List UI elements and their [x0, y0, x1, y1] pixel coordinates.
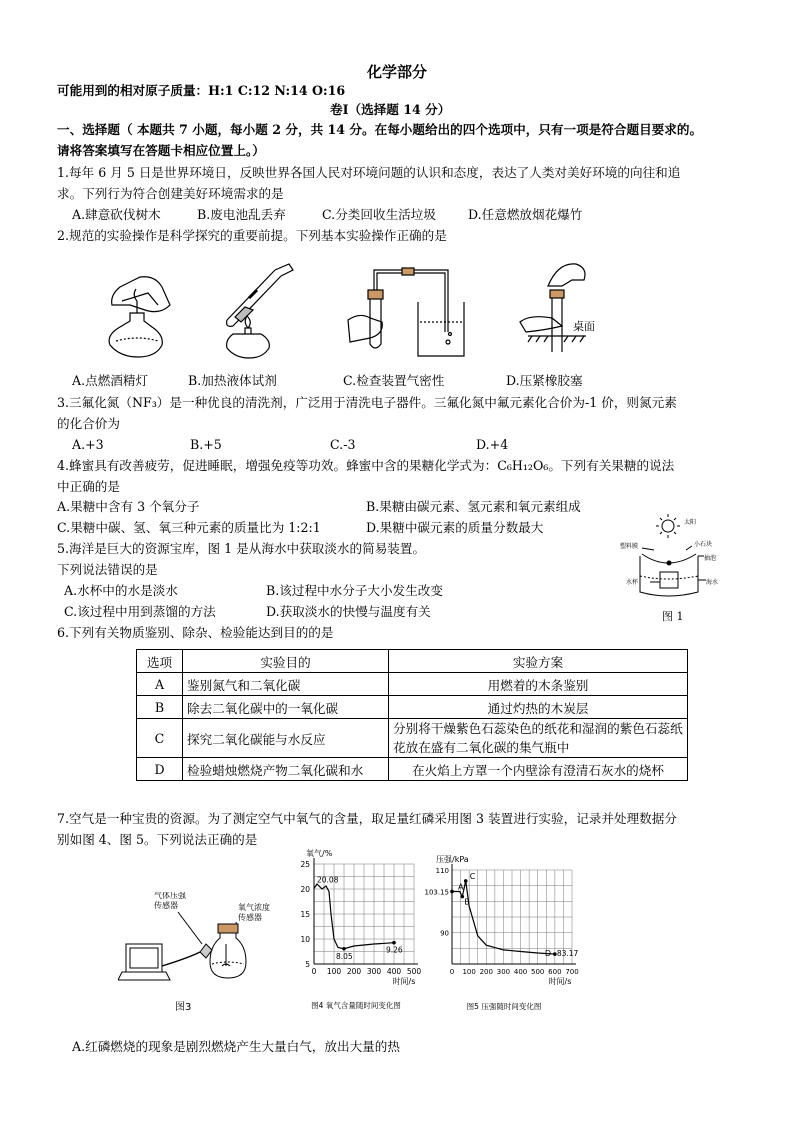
table-cell-option: D: [137, 758, 183, 781]
table-cell-purpose: 探究二氧化碳能与水反应: [183, 719, 389, 758]
table-header-option: 选项: [137, 650, 183, 673]
q5-option-a: A.水杯中的水是淡水: [64, 583, 178, 598]
q3-option-c: C.-3: [330, 437, 356, 452]
section-instructions-line1: 一、选择题（ 本题共 7 小题，每小题 2 分，共 14 分。在每小题给出的四个选项中，只有一项是符合题目要求的。: [57, 122, 703, 137]
q5-stem-line2: 下列说法错误的是: [57, 562, 158, 577]
page-title: 化学部分: [367, 63, 428, 81]
q4-stem-line2: 中正确的是: [57, 479, 120, 494]
table-header-purpose: 实验目的: [183, 650, 389, 673]
table-cell-option: A: [137, 673, 183, 696]
q3-stem-line2: 的化合价为: [57, 416, 120, 431]
point-label: B: [464, 897, 470, 907]
q2-option-d: D.压紧橡胶塞: [506, 373, 583, 388]
data-point: [450, 890, 454, 894]
q3-stem-line1: 3.三氟化氮（NF₃）是一种优良的清洗剂，广泛用于清洗电子器件。三氟化氮中氟元素化合价为-1 价，则氮元素: [57, 395, 677, 410]
point-label: C: [469, 871, 476, 881]
q1-stem-line2: 求。下列行为符合创建美好环境需求的是: [57, 186, 284, 201]
x-tick-label: 400: [386, 967, 402, 976]
x-axis-label: 时间/s: [392, 977, 416, 986]
table-cell-purpose: 检验蜡烛燃烧产物二氧化碳和水: [183, 758, 389, 781]
fig1-label-seawater: 海水: [706, 579, 719, 586]
table-cell-plan: 用燃着的木条鉴别: [389, 673, 688, 696]
section-instructions-line2: 请将答案填写在答题卡相应位置上。）: [57, 143, 265, 158]
table-row: [137, 696, 688, 719]
point-label: A: [458, 882, 464, 892]
y-tick-label: 10: [300, 935, 310, 944]
q4-option-b: B.果糖由碳元素、氢元素和氧元素组成: [366, 499, 581, 514]
experiment-table: [136, 649, 688, 781]
desk-label: 桌面: [573, 320, 595, 333]
figure-4-oxygen-chart: [286, 846, 426, 1016]
q3-option-a: A.+3: [72, 437, 104, 452]
q2-option-c: C.检查装置气密性: [343, 373, 445, 388]
q5-option-d: D.获取淡水的快慢与温度有关: [266, 604, 431, 619]
y-axis-label: 氧气/%: [306, 849, 333, 858]
figure-5-pressure-chart: [424, 852, 586, 1016]
y-tick-label: 15: [300, 910, 310, 919]
pressing-stopper-figure: [516, 256, 606, 360]
atomic-mass-line: 可能用到的相对原子质量：H:1 C:12 N:14 O:16: [57, 83, 346, 98]
fig1-label-stone: 小石块: [694, 541, 713, 548]
q1-option-d: D.任意燃放烟花爆竹: [468, 207, 583, 222]
q1-stem-line1: 1.每年 6 月 5 日是世界环境日，反映世界各国人民对环境问题的认识和态度，表达了人类对美好环境的向往和追: [57, 165, 681, 180]
alcohol-lamp-lighting-figure: [100, 265, 180, 360]
x-tick-label: 500: [531, 968, 545, 976]
q3-option-d: D.+4: [476, 437, 509, 452]
fig1-label-film: 塑料膜: [620, 543, 639, 550]
x-axis-label: 时间/s: [548, 977, 572, 986]
table-cell-plan: 在火焰上方罩一个内壁涂有澄清石灰水的烧杯: [389, 758, 688, 781]
q5-stem-line1: 5.海洋是巨大的资源宝库，图 1 是从海水中获取淡水的简易装置。: [57, 541, 426, 556]
fig1-label-bubble: 抽泡: [704, 555, 717, 562]
y-tick-label: 110: [435, 867, 449, 875]
q7-option-a: A.红磷燃烧的现象是剧烈燃烧产生大量白气，放出大量的热: [72, 1039, 400, 1054]
x-tick-label: 500: [406, 967, 422, 976]
x-tick-label: 700: [565, 968, 579, 976]
y-tick-label: 25: [300, 860, 310, 869]
q6-stem: 6.下列有关物质鉴别、除杂、检验能达到目的的是: [57, 625, 334, 640]
data-point: [342, 947, 346, 951]
data-label: 20.08: [317, 875, 339, 885]
q4-option-c: C.果糖中碳、氢、氧三种元素的质量比为 1:2:1: [57, 520, 321, 535]
x-tick-label: 0: [449, 968, 455, 976]
data-label: 83.17: [556, 949, 579, 959]
q1-option-c: C.分类回收生活垃圾: [322, 207, 436, 222]
q4-stem-line1: 4.蜂蜜具有改善疲劳，促进睡眠，增强免疫等功效。蜂蜜中含的果糖化学式为：C₆H₁₂O₆。下列有关果糖的说法: [57, 458, 675, 473]
x-tick-label: 600: [548, 968, 562, 976]
point-label: D: [544, 949, 552, 959]
q3-option-b: B.+5: [190, 437, 222, 452]
data-label: 9.26: [386, 945, 403, 955]
y-axis-label: 压强/kPa: [436, 855, 469, 864]
y-tick-label: 90: [440, 929, 449, 938]
q2-stem: 2.规范的实验操作是科学探究的重要前提。下列基本实验操作正确的是: [57, 228, 447, 243]
q5-option-c: C.该过程中用到蒸馏的方法: [64, 604, 216, 619]
fig3-label-pressure-2: 传感器: [154, 901, 178, 910]
data-point: [392, 941, 396, 945]
q1-option-a: A.肆意砍伐树木: [72, 207, 161, 222]
x-tick-label: 100: [326, 967, 342, 976]
q2-option-b: B.加热液体试剂: [188, 373, 277, 388]
y-tick-label: 5: [305, 960, 310, 969]
data-label: 8.05: [336, 951, 353, 961]
figure-3-apparatus: [118, 892, 278, 992]
q7-stem-line1: 7.空气是一种宝贵的资源。为了测定空气中氧气的含量，取足量红磷采用图 3 装置进行实验，记录并处理数据分: [57, 811, 677, 826]
x-tick-label: 300: [496, 968, 511, 976]
heating-test-tube-figure: [205, 262, 295, 360]
q7-stem-line2: 别如图 4、图 5。下列说法正确的是: [57, 832, 258, 847]
table-row: [137, 673, 688, 696]
table-row: [137, 758, 688, 781]
fig1-label-sun: 太阳: [684, 519, 697, 526]
figure-1-desalination-diagram: [620, 512, 724, 608]
q2-option-a: A.点燃酒精灯: [72, 373, 149, 388]
q4-option-d: D.果糖中碳元素的质量分数最大: [366, 520, 544, 535]
airtightness-check-figure: [340, 262, 470, 362]
x-tick-label: 100: [462, 968, 476, 976]
table-cell-option: C: [137, 719, 183, 758]
y-tick-label: 20: [300, 885, 310, 894]
table-cell-purpose: 鉴别氮气和二氧化碳: [183, 673, 389, 696]
y-tick-label: 103.15: [424, 888, 449, 897]
x-tick-label: 200: [479, 968, 493, 976]
q5-option-b: B.该过程中水分子大小发生改变: [266, 583, 443, 598]
table-row: [137, 719, 688, 758]
x-tick-label: 400: [513, 968, 528, 976]
table-cell-plan: 通过灼热的木炭层: [389, 696, 688, 719]
table-header-plan: 实验方案: [389, 650, 688, 673]
fig1-label-cup: 水杯: [626, 579, 639, 586]
x-tick-label: 300: [366, 967, 382, 976]
table-header-row: [137, 650, 688, 673]
q1-option-b: B.废电池乱丢弃: [197, 207, 286, 222]
table-cell-plan: 分别将干燥紫色石蕊染色的纸花和湿润的紫色石蕊纸花放在盛有二氧化碳的集气瓶中: [389, 719, 688, 758]
chart-title: 图5 压强随时间变化图: [466, 1002, 542, 1011]
fig3-label-pressure-1: 气体压强: [154, 892, 186, 900]
x-tick-label: 200: [346, 967, 362, 976]
table-cell-option: B: [137, 696, 183, 719]
data-point: [464, 879, 468, 883]
fig3-label-oxygen-2: 传感器: [238, 913, 262, 922]
q4-option-a: A.果糖中含有 3 个氧分子: [57, 499, 200, 514]
x-tick-label: 0: [311, 967, 317, 976]
table-cell-purpose: 除去二氧化碳中的一氧化碳: [183, 696, 389, 719]
volume-heading: 卷Ⅰ（选择题 14 分）: [330, 102, 451, 117]
figure-3-caption: 图3: [175, 1002, 192, 1013]
figure-1-caption: 图 1: [662, 610, 684, 623]
chart-title: 图4 氧气含量随时间变化图: [311, 1001, 401, 1010]
fig3-label-oxygen-1: 氧气浓度: [238, 903, 270, 912]
